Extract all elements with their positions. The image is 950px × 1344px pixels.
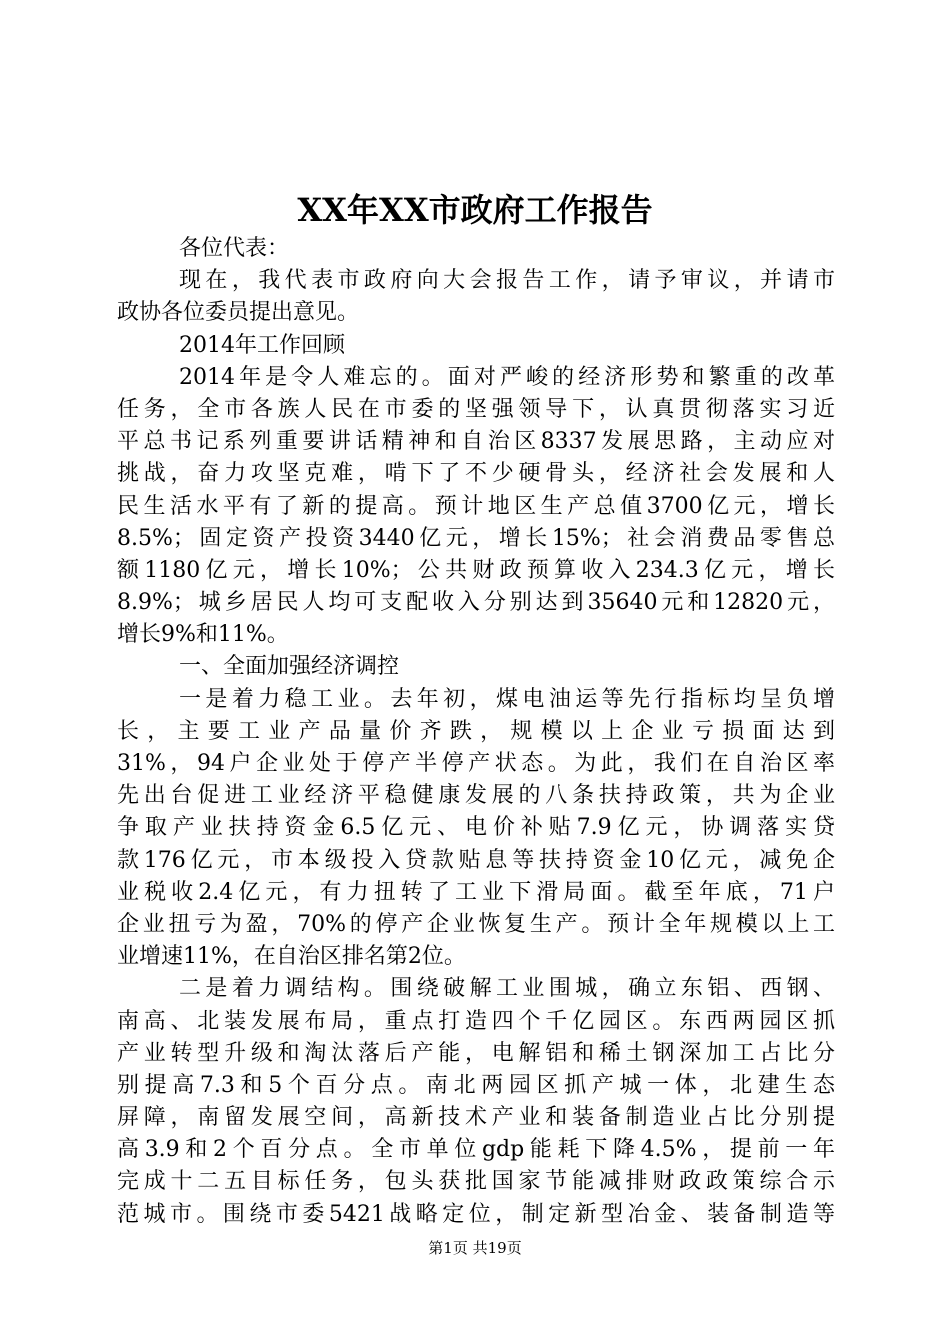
document-body	[117, 233, 835, 1231]
paragraph-line: 31%，94户企业处于停产半停产状态。为此，我们在自治区率	[117, 751, 835, 776]
document-title: XX年XX市政府工作报告	[297, 191, 653, 229]
paragraph-line: 政协各位委员提出意见。	[117, 300, 360, 326]
paragraph-line: 完成十二五目标任务，包头获批国家节能减排财政政策综合示	[117, 1169, 835, 1195]
paragraph-line: 现在，我代表市政府向大会报告工作，请予审议，并请市	[179, 268, 835, 294]
paragraph-line: 挑战，奋力攻坚克难，啃下了不少硬骨头，经济社会发展和人	[117, 461, 835, 487]
paragraph-line: 南高、北装发展布局，重点打造四个千亿园区。东西两园区抓	[117, 1008, 835, 1034]
paragraph-line: 2014年是令人难忘的。面对严峻的经济形势和繁重的改革	[179, 364, 835, 390]
paragraph-line: 业增速11%，在自治区排名第2位。	[117, 944, 466, 970]
paragraph-line: 民生活水平有了新的提高。预计地区生产总值3700亿元，增长	[117, 493, 835, 519]
paragraph-line: 8.9%；城乡居民人均可支配收入分别达到35640元和12820元，	[117, 590, 835, 616]
paragraph-line: 屏障，南留发展空间，高新技术产业和装备制造业占比分别提	[117, 1105, 835, 1131]
paragraph-line: 8.5%；固定资产投资3440亿元，增长15%；社会消费品零售总	[117, 525, 835, 551]
paragraph-line: 高3.9和2个百分点。全市单位gdp能耗下降4.5%，提前一年	[117, 1137, 835, 1163]
paragraph-line: 别提高7.3和5个百分点。南北两园区抓产城一体，北建生态	[117, 1072, 835, 1098]
paragraph-line: 一、全面加强经济调控	[179, 654, 400, 680]
paragraph-line: 争取产业扶持资金6.5亿元、电价补贴7.9亿元，协调落实贷	[117, 815, 835, 841]
paragraph-line: 平总书记系列重要讲话精神和自治区8337发展思路，主动应对	[117, 429, 835, 455]
paragraph-line: 企业扭亏为盈，70%的停产企业恢复生产。预计全年规模以上工	[117, 911, 835, 937]
paragraph-line: 任务，全市各族人民在市委的坚强领导下，认真贯彻落实习近	[117, 396, 835, 422]
paragraph-line: 先出台促进工业经济平稳健康发展的八条扶持政策，共为企业	[117, 783, 835, 809]
paragraph-line: 长，主要工业产品量价齐跌，规模以上企业亏损面达到	[117, 718, 835, 744]
paragraph-line: 业税收2.4亿元，有力扭转了工业下滑局面。截至年底，71户	[117, 879, 835, 905]
paragraph-line: 款176亿元，市本级投入贷款贴息等扶持资金10亿元，减免企	[117, 847, 835, 873]
paragraph-line: 一是着力稳工业。去年初，煤电油运等先行指标均呈负增	[179, 686, 835, 712]
paragraph-line: 二是着力调结构。围绕破解工业围城，确立东铝、西钢、	[179, 976, 835, 1002]
paragraph-line: 各位代表：	[179, 236, 290, 261]
page-footer: 第1页 共19页	[428, 1239, 522, 1257]
paragraph-line: 范城市。围绕市委5421战略定位，制定新型冶金、装备制造等	[117, 1201, 835, 1227]
paragraph-line: 额1180亿元，增长10%；公共财政预算收入234.3亿元，增长	[117, 557, 835, 583]
paragraph-line: 2014年工作回顾	[179, 332, 345, 358]
paragraph-line: 增长9%和11%。	[117, 622, 289, 648]
paragraph-line: 产业转型升级和淘汰落后产能，电解铝和稀土钢深加工占比分	[117, 1040, 835, 1066]
